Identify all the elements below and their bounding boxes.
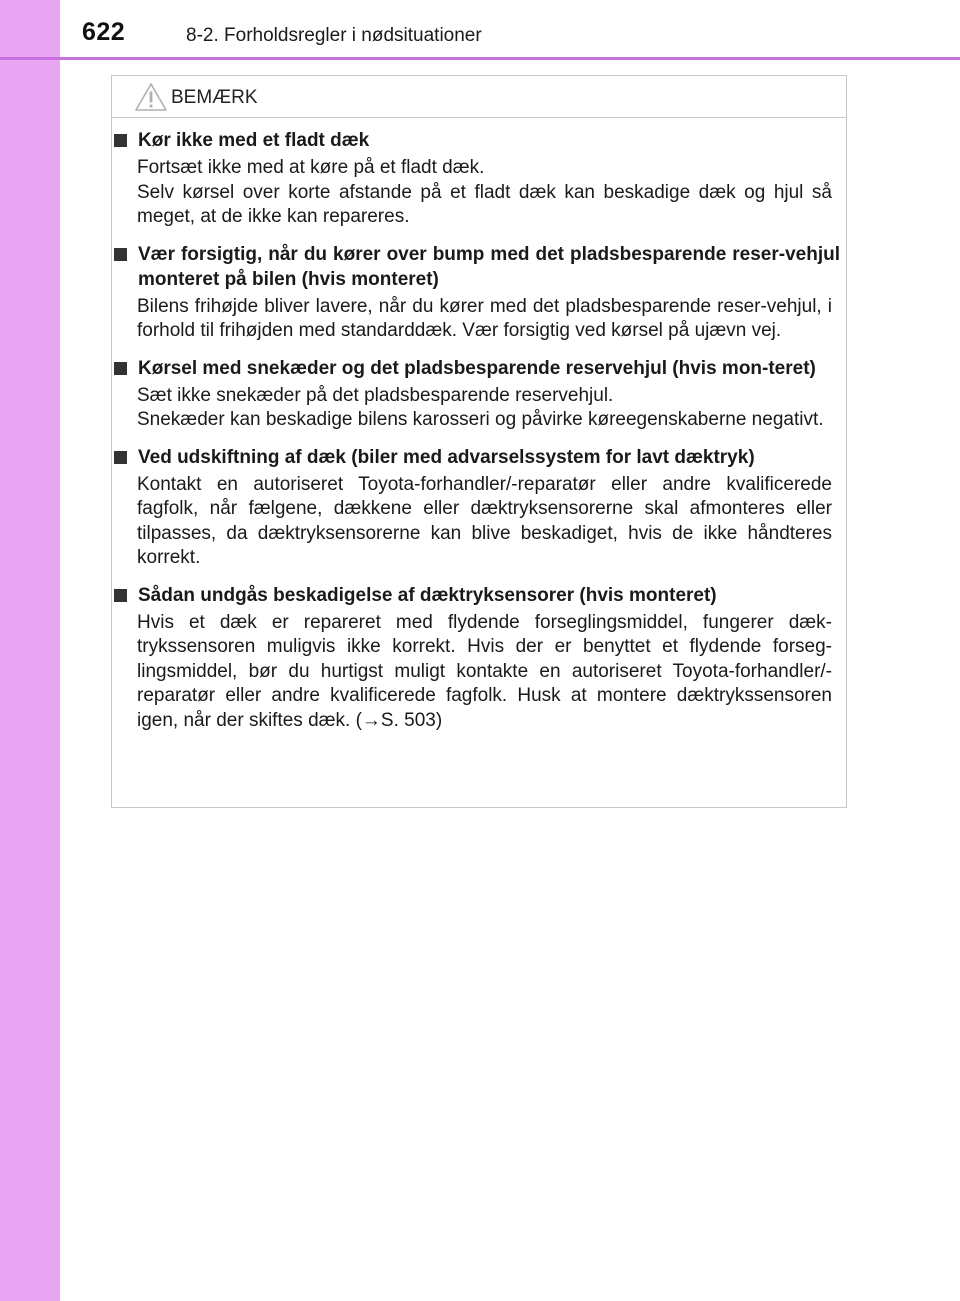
notice-header bbox=[112, 76, 846, 118]
item-heading bbox=[114, 583, 840, 608]
square-bullet-icon bbox=[114, 589, 127, 602]
warning-triangle-icon bbox=[134, 82, 168, 112]
notice-item bbox=[112, 128, 846, 230]
item-heading-text: Kørsel med snekæder og det pladsbesparende reservehjul (hvis mon-teret) bbox=[138, 357, 816, 379]
item-text: Bilens frihøjde bliver lavere, når du kører med det pladsbesparende reser-vehjul, i forhold til frihøjden med standarddæk. Vær forsigtig ved kørsel på ujævn vej. bbox=[137, 295, 832, 341]
notice-box bbox=[111, 75, 847, 808]
page-number: 622 bbox=[82, 18, 126, 46]
notice-item bbox=[112, 583, 846, 734]
notice-body bbox=[112, 128, 846, 745]
item-heading-text: Sådan undgås beskadigelse af dæktryksensorer (hvis monteret) bbox=[138, 584, 717, 606]
item-text: Hvis et dæk er repareret med flydende forseglingsmiddel, fungerer dæk-trykssensoren muligvis ikke korrekt. Hvis der er benyttet et flydende forseg-lingsmiddel, bør du hurtigst muligt kontakte en autoriseret Toyota-forhandler/-reparatør eller andre kvalificerede fagfolk. Husk at montere dæktrykssensoren igen, når der skiftes dæk. (→S. 503) bbox=[137, 611, 832, 731]
item-text: Fortsæt ikke med at køre på et fladt dæk. Selv kørsel over korte afstande på et fladt dæk kan beskadige dæk og hjul så meget, at de ikke kan repareres. bbox=[137, 157, 832, 227]
item-heading-text: Vær forsigtig, når du kører over bump med det pladsbesparende reser-vehjul monteret på bilen (hvis monteret) bbox=[138, 243, 840, 290]
square-bullet-icon bbox=[114, 248, 127, 261]
section-title: 8-2. Forholdsregler i nødsituationer bbox=[186, 25, 482, 46]
item-heading bbox=[114, 445, 840, 470]
side-color-bar bbox=[0, 0, 60, 1301]
item-text: Sæt ikke snekæder på det pladsbesparende reservehjul. Snekæder kan beskadige bilens karosseri og påvirke køreegenskaberne negativt. bbox=[137, 384, 824, 430]
notice-label: BEMÆRK bbox=[171, 87, 258, 108]
notice-item bbox=[112, 445, 846, 571]
square-bullet-icon bbox=[114, 451, 127, 464]
notice-item bbox=[112, 356, 846, 433]
item-heading-text: Kør ikke med et fladt dæk bbox=[138, 130, 370, 151]
item-text: Kontakt en autoriseret Toyota-forhandler/-reparatør eller andre kvalificerede fagfolk, når fælgene, dækkene eller dæktryksensorerne skal afmonteres eller tilpasses, da dæktryksensorerne kan blive beskadiget, hvis de ikke håndteres korrekt. bbox=[137, 473, 832, 568]
square-bullet-icon bbox=[114, 134, 127, 147]
item-heading bbox=[114, 128, 840, 153]
square-bullet-icon bbox=[114, 362, 127, 375]
item-heading bbox=[114, 356, 840, 381]
notice-item bbox=[112, 242, 846, 344]
item-heading-text: Ved udskiftning af dæk (biler med advarselssystem for lavt dæktryk) bbox=[138, 446, 755, 468]
item-heading bbox=[114, 242, 840, 292]
header-rule bbox=[0, 57, 960, 60]
